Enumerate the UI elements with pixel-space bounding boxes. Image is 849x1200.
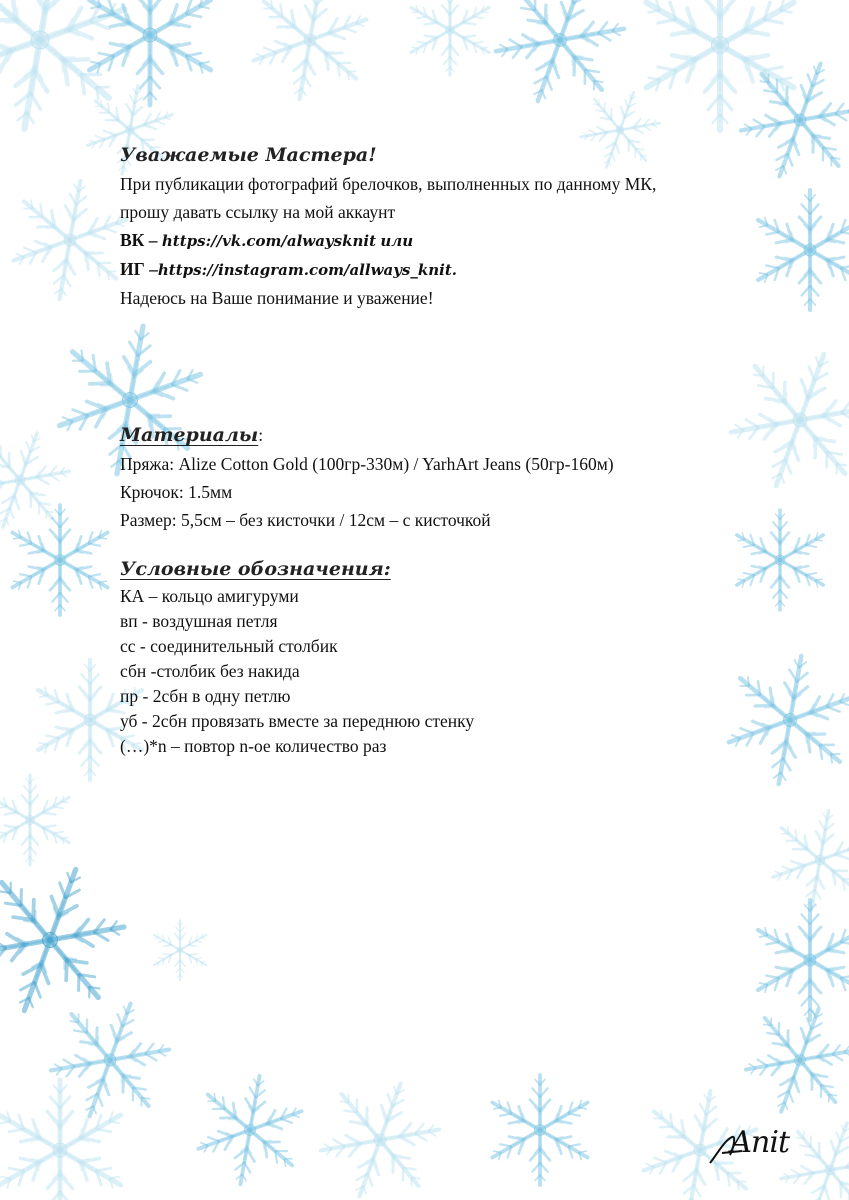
- ig-link[interactable]: https://instagram.com/allways_knit.: [157, 261, 458, 279]
- snowflake-icon: [0, 1080, 127, 1200]
- snowflake-icon: [0, 417, 82, 544]
- snowflake-icon: [7, 505, 112, 615]
- signature-flourish-icon: [708, 1133, 748, 1169]
- vk-line: [120, 226, 760, 255]
- legend-item: КА – кольцо амигуруми: [120, 586, 299, 606]
- vk-label: ВК –: [120, 230, 158, 250]
- vk-link[interactable]: https://vk.com/alwaysknit: [161, 232, 377, 250]
- snowflake-icon: [753, 190, 849, 310]
- legend-item: сбн -столбик без накида: [120, 661, 300, 681]
- notice-line-1: При публикации фотографий брелочков, выполненных по данному МК,: [120, 174, 657, 194]
- signature-text: Anit: [730, 1125, 789, 1160]
- page-content: [120, 140, 760, 759]
- snowflake-icon: [151, 920, 208, 980]
- ig-line: [120, 255, 760, 284]
- snowflake-icon: [0, 845, 143, 1035]
- ig-label: ИГ –: [120, 259, 158, 279]
- snowflake-icon: [306, 1064, 455, 1200]
- legend-item: сс - соединительный столбик: [120, 636, 338, 656]
- snowflake-icon: [639, 0, 802, 130]
- snowflake-icon: [243, 0, 377, 109]
- legend-list: [120, 584, 760, 759]
- snowflake-icon: [0, 775, 73, 865]
- snowflake-icon: [487, 1075, 592, 1185]
- materials-heading-colon: :: [258, 425, 264, 445]
- snowflake-icon: [753, 900, 849, 1020]
- snowflake-icon: [407, 0, 493, 75]
- snowflake-icon: [189, 1067, 312, 1194]
- materials-yarn: Пряжа: Alize Cotton Gold (100гр-330м) / YarhArt Jeans (50гр-160м): [120, 454, 614, 474]
- materials-hook: Крючок: 1.5мм: [120, 482, 233, 502]
- vk-suffix: или: [380, 232, 414, 250]
- legend-item: пр - 2сбн в одну петлю: [120, 686, 291, 706]
- legend-item: вп - воздушная петля: [120, 611, 278, 631]
- snowflake-icon: [479, 0, 640, 122]
- notice-heading: Уважаемые Мастера!: [120, 144, 377, 166]
- snowflake-icon: [764, 802, 849, 917]
- materials-size: Размер: 5,5см – без кисточки / 12см – с кисточкой: [120, 510, 491, 530]
- snowflake-icon: [3, 171, 137, 309]
- snowflake-icon: [732, 990, 849, 1129]
- notice-line-2: прошу давать ссылку на мой аккаунт: [120, 202, 396, 222]
- legend-item: уб - 2сбн провязать вместе за переднюю стенку: [120, 711, 475, 731]
- legend-item: (…)*n – повтор n-ое количество раз: [120, 736, 387, 756]
- signature: [730, 1125, 789, 1160]
- notice-closing: Надеюсь на Ваше понимание и уважение!: [120, 288, 434, 308]
- materials-heading: Материалы: [120, 424, 259, 446]
- legend-heading: Условные обозначения:: [120, 558, 391, 580]
